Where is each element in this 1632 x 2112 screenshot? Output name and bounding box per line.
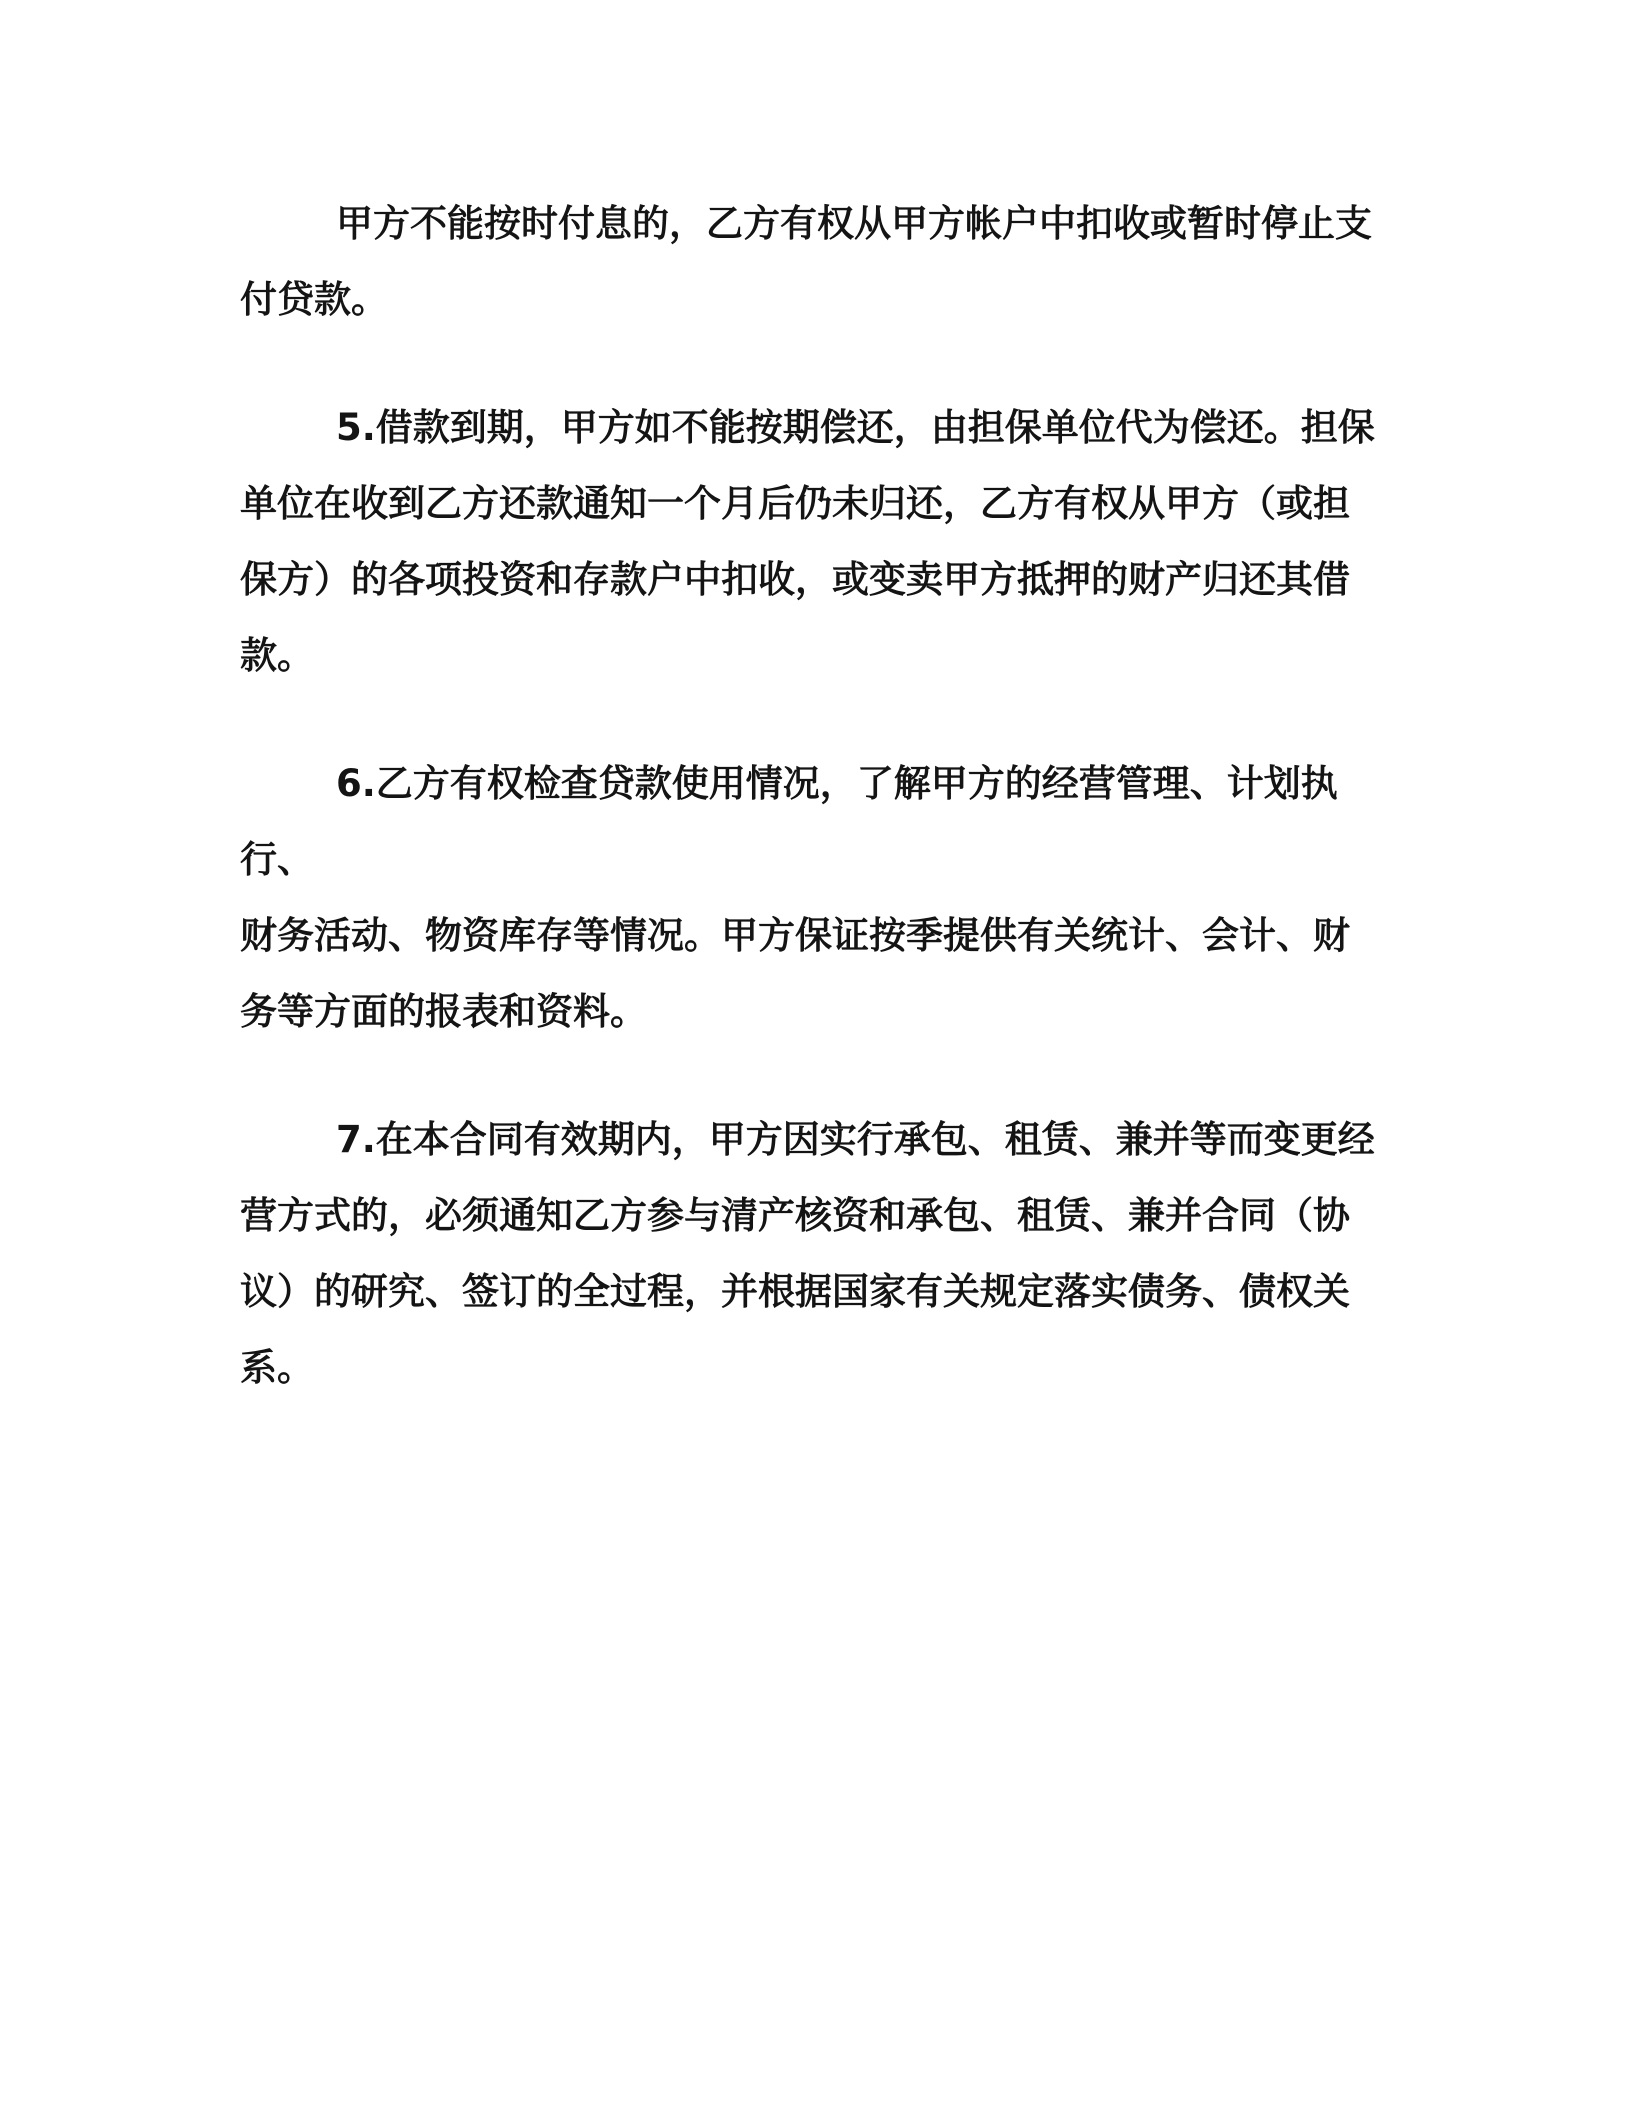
text-line: 保方）的各项投资和存款户中扣收，或变卖甲方抵押的财产归还其借 xyxy=(240,558,1350,601)
text-line: 务等方面的报表和资料。 xyxy=(240,990,647,1033)
paragraph-interest-default xyxy=(240,186,1390,338)
paragraph-clause-5 xyxy=(240,390,1390,694)
text-line: 议）的研究、签订的全过程，并根据国家有关规定落实债务、债权关 xyxy=(240,1270,1350,1313)
text-line: 7.在本合同有效期内，甲方因实行承包、租赁、兼并等而变更经 xyxy=(336,1118,1375,1161)
text-line: 款。 xyxy=(240,634,314,677)
text-line: 付贷款。 xyxy=(240,278,388,321)
text-line: 营方式的，必须通知乙方参与清产核资和承包、租赁、兼并合同（协 xyxy=(240,1194,1350,1237)
text-line: 财务活动、物资库存等情况。甲方保证按季提供有关统计、会计、财 xyxy=(240,914,1350,957)
text-line: 甲方不能按时付息的，乙方有权从甲方帐户中扣收或暂时停止支 xyxy=(336,202,1372,245)
text-line: 单位在收到乙方还款通知一个月后仍未归还，乙方有权从甲方（或担 xyxy=(240,482,1350,525)
text-line: 5.借款到期，甲方如不能按期偿还，由担保单位代为偿还。担保 xyxy=(336,406,1375,449)
document-body xyxy=(240,186,1390,1406)
paragraph-clause-7 xyxy=(240,1102,1390,1406)
paragraph-clause-6 xyxy=(240,746,1390,1050)
text-line: 6.乙方有权检查贷款使用情况，了解甲方的经营管理、计划执行、 xyxy=(240,762,1338,881)
text-line: 系。 xyxy=(240,1346,314,1389)
